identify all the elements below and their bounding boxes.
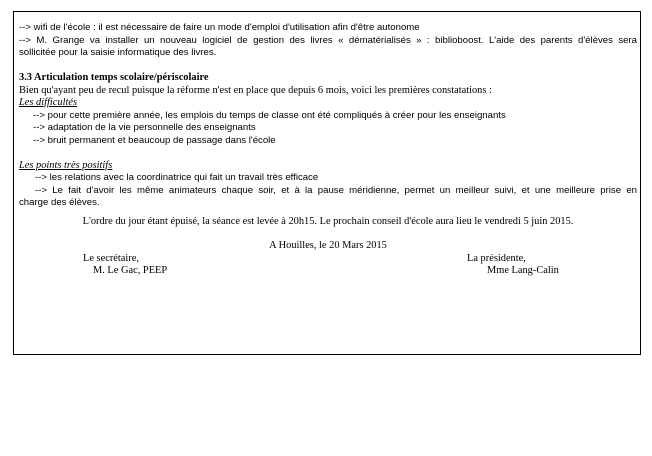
document-body [19, 22, 637, 279]
place-date: A Houilles, le 20 Mars 2015 [269, 240, 387, 251]
positive-item-continued: charge des élèves. [19, 197, 100, 208]
secretary-role: Le secrétaire, [83, 252, 139, 264]
positive-item: --> les relations avec la coordinatrice qui fait un travail très efficace [35, 172, 319, 183]
president-name: Mme Lang-Calin [487, 265, 559, 276]
positive-item: --> Le fait d'avoir les même animateurs chaque soir, et à la pause méridienne, permet un meilleur suivi, et une meilleure prise en [35, 184, 637, 196]
difficulty-item: --> bruit permanent et beaucoup de passage dans l'école [33, 134, 276, 146]
closing-statement: L'ordre du jour étant épuisé, la séance est levée à 20h15. Le prochain conseil d'école aura lieu le vendredi 5 juin 2015. [82, 215, 574, 227]
signature-block [19, 253, 637, 279]
positives-title: Les points très positifs [19, 159, 113, 171]
president-role: La présidente, [467, 252, 526, 264]
secretary-name: M. Le Gac, PEEP [93, 265, 168, 276]
difficulties-title: Les difficultés [19, 97, 78, 108]
section-intro: Bien qu'ayant peu de recul puisque la réforme n'est en place que depuis 6 mois, voici les premières constatations : [19, 84, 492, 96]
section-heading: 3.3 Articulation temps scolaire/périscolaire [19, 72, 209, 83]
president-signature [467, 253, 559, 278]
grange-line-2: sollicitée pour la saisie informatique des livres. [19, 47, 217, 58]
wifi-line: --> wifi de l'école : il est nécessaire de faire un mode d'emploi d'utilisation afin d'être autonome [19, 22, 420, 33]
difficulty-item: --> pour cette première année, les emplois du temps de classe ont été compliqués à créer pour les enseignants [33, 109, 506, 121]
secretary-signature [83, 253, 167, 278]
difficulty-item: --> adaptation de la vie personnelle des enseignants [33, 122, 256, 133]
grange-line-1: --> M. Grange va installer un nouveau logiciel de gestion des livres « dématérialisés » : biblioboost. L'aide des parents d'élèves sera [19, 34, 637, 46]
